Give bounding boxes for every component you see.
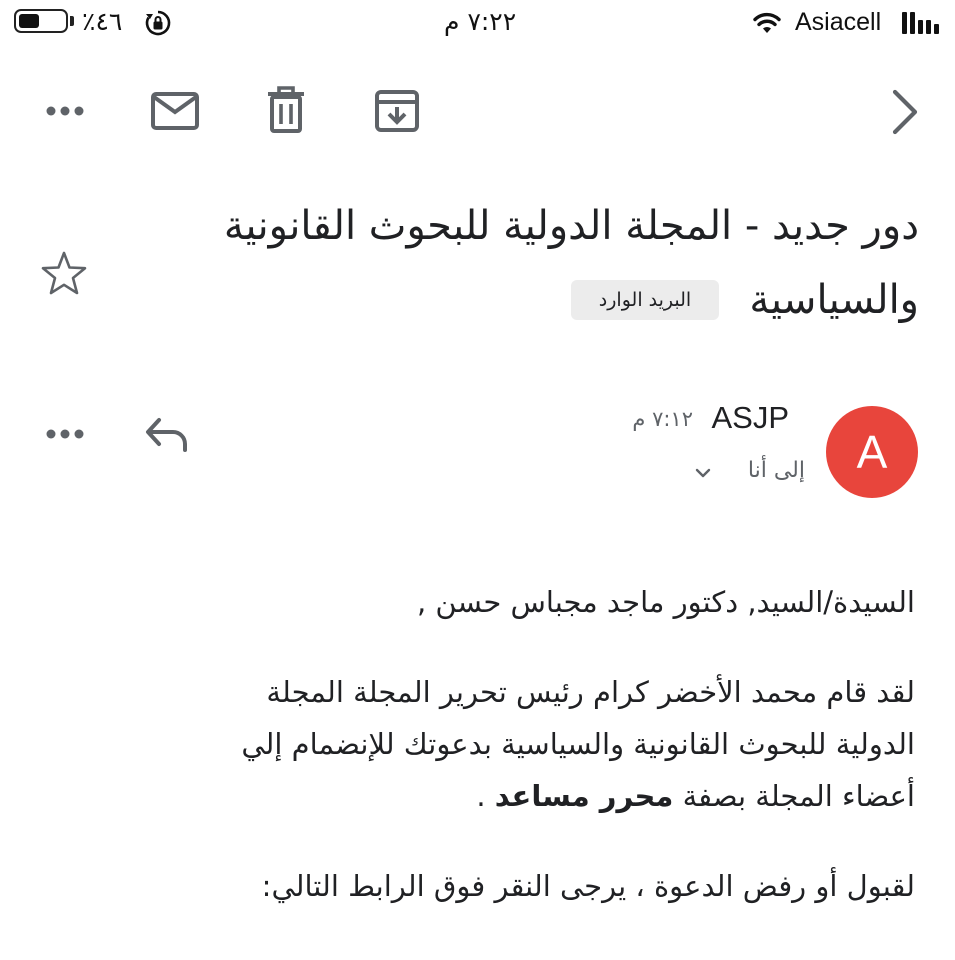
- status-bar: [0, 0, 955, 52]
- body-line: لقد قام محمد الأخضر كرام رئيس تحرير المجلة المجلة: [266, 675, 915, 709]
- body-instructions: لقبول أو رفض الدعوة ، يرجى النقر فوق الرابط التالي:: [261, 869, 915, 903]
- archive-icon[interactable]: [374, 89, 420, 133]
- role-title: محرر مساعد: [494, 779, 674, 813]
- trash-icon[interactable]: [266, 86, 306, 134]
- rotation-lock-icon: [144, 9, 172, 37]
- cellular-signal-icon: [902, 12, 942, 34]
- wifi-icon: [752, 11, 782, 35]
- body-line: الدولية للبحوث القانونية والسياسية بدعوتك للإنضمام إلي: [241, 727, 915, 761]
- reply-icon[interactable]: [143, 414, 191, 454]
- body-greeting: السيدة/السيد, دكتور ماجد مجباس حسن ,: [416, 585, 915, 619]
- star-icon[interactable]: [40, 250, 88, 296]
- mail-unread-icon[interactable]: [150, 90, 200, 132]
- battery-percent: ٪٤٦: [82, 7, 123, 36]
- subject-line-1: دور جديد - المجلة الدولية للبحوث القانونية: [223, 203, 919, 249]
- chevron-down-icon[interactable]: [694, 466, 712, 480]
- back-arrow-icon[interactable]: [890, 88, 920, 136]
- sender-name: ASJP: [711, 400, 789, 435]
- body-line: أعضاء المجلة بصفة محرر مساعد .: [476, 779, 915, 813]
- message-more-options-icon[interactable]: [44, 419, 86, 449]
- more-options-icon[interactable]: [44, 96, 86, 126]
- sent-time: ٧:١٢ م: [632, 407, 693, 431]
- carrier-name: Asiacell: [795, 8, 882, 36]
- recipient-label[interactable]: إلى أنا: [747, 458, 805, 483]
- inbox-label-chip[interactable]: البريد الوارد: [571, 280, 719, 320]
- clock: ٧:٢٢ م: [444, 7, 517, 36]
- subject-line-2: والسياسية: [749, 277, 919, 323]
- sender-avatar[interactable]: A: [826, 406, 918, 498]
